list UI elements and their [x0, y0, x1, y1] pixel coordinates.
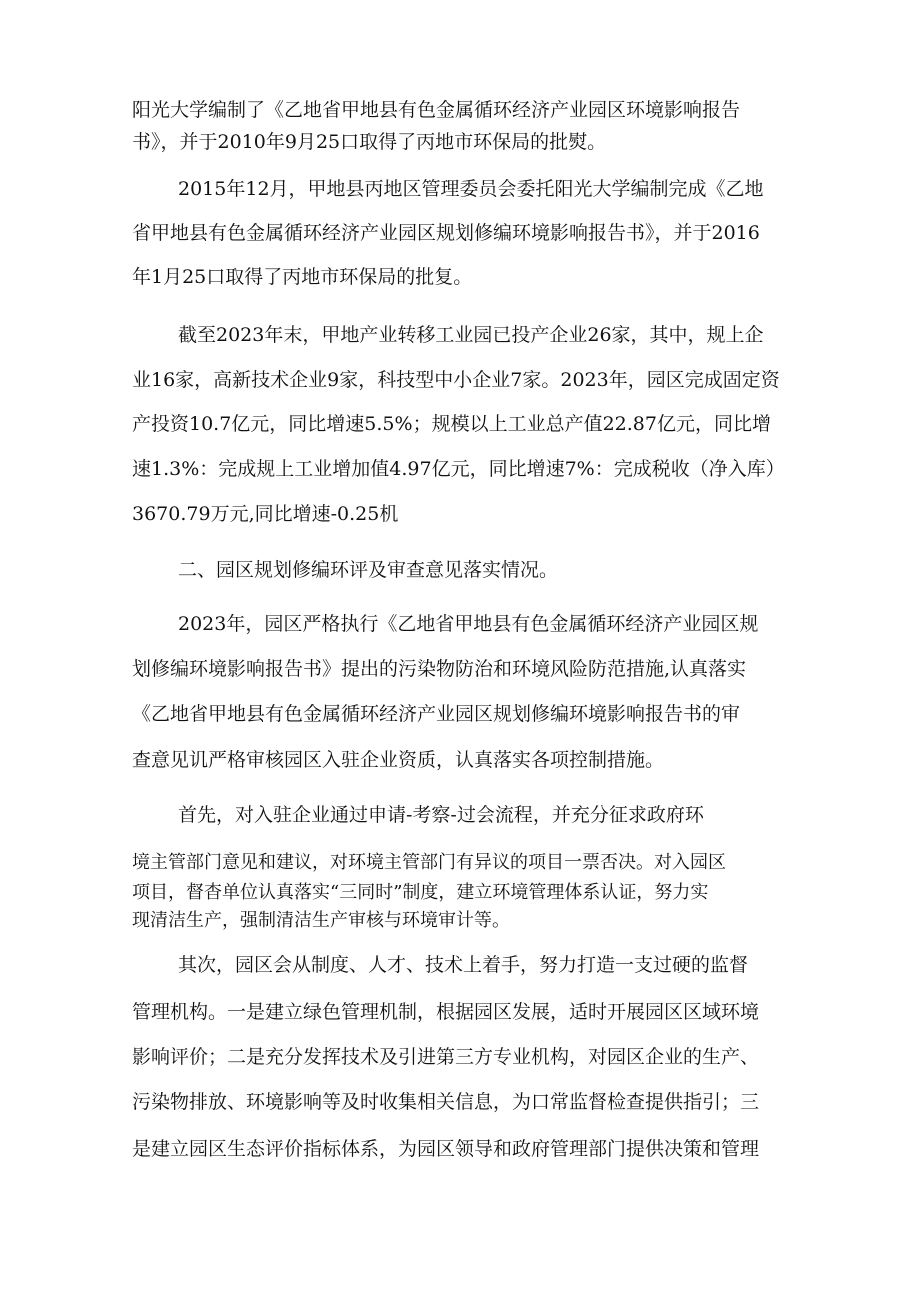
text-line: 现清洁生产，强制清洁生产审核与环境审计等。	[132, 910, 510, 931]
text-line: 管理机构。一是建立绿色管理机制，根据园区发展，适时开展园区区域环境	[132, 1001, 760, 1023]
text-line: 划修编环境影响报告书》提出的污染物防治和环境风险防范措施,认真落实	[132, 658, 747, 680]
text-line: 境主管部门意见和建议，对环境主管部门有异议的项目一票否决。对入园区	[132, 852, 726, 873]
text-line: 产投资10.7亿元，同比增速5.5%；规模以上工业总产值22.87亿元，同比增	[132, 413, 771, 435]
text-line: 省甲地县有色金属循环经济产业园区规划修编环境影响报告书》，并于2016	[132, 222, 760, 244]
text-line: 《乙地省甲地县有色金属循环经济产业园区规划修编环境影响报告书的审	[132, 703, 741, 725]
text-line: 3670.79万元,同比增速-0.25机	[132, 503, 399, 525]
text-line: 阳光大学编制了《乙地省甲地县有色金属循环经济产业园区环境影响报告	[132, 99, 741, 121]
text-line: 首先，对入驻企业通过申请-考察-过会流程，并充分征求政府环	[178, 804, 704, 826]
text-line: 影响评价；二是充分发挥技术及引进第三方专业机构，对园区企业的生产、	[132, 1046, 760, 1068]
section-heading: 二、园区规划修编环评及审查意见落实情况。	[178, 559, 559, 581]
text-line: 书》，并于2010年9月25口取得了丙地市环保局的批熨。	[132, 131, 607, 153]
text-line: 是建立园区生态评价指标体系，为园区领导和政府管理部门提供决策和管理	[132, 1138, 760, 1160]
text-line: 2023年，园区严格执行《乙地省甲地县有色金属循环经济产业园区规	[178, 613, 759, 635]
text-line: 查意见讥严格审核园区入驻企业资质，认真落实各项控制措施。	[132, 749, 665, 771]
text-line: 业16家，高新技术企业9家，科技型中小企业7家。2023年，园区完成固定资	[132, 369, 780, 391]
text-line: 其次，园区会从制度、人才、技术上着手，努力打造一支过硬的监督	[178, 954, 749, 976]
text-line: 项目，督杳单位认真落实“三同时”制度，建立环境管理体系认证，努力实	[132, 882, 709, 903]
text-line: 年1月25口取得了丙地市环保局的批复。	[132, 266, 473, 288]
text-line: 速1.3%：完成规上工业增加值4.97亿元，同比增速7%：完成税收（净入库）	[132, 458, 785, 480]
text-line: 2015年12月，甲地县丙地区管理委员会委托阳光大学编制完成《乙地	[178, 178, 764, 200]
text-line: 截至2023年末，甲地产业转移工业园已投产企业26家，其中，规上企	[178, 324, 764, 346]
text-line: 污染物排放、环境影响等及时收集相关信息，为口常监督检查提供指引；三	[132, 1091, 760, 1113]
